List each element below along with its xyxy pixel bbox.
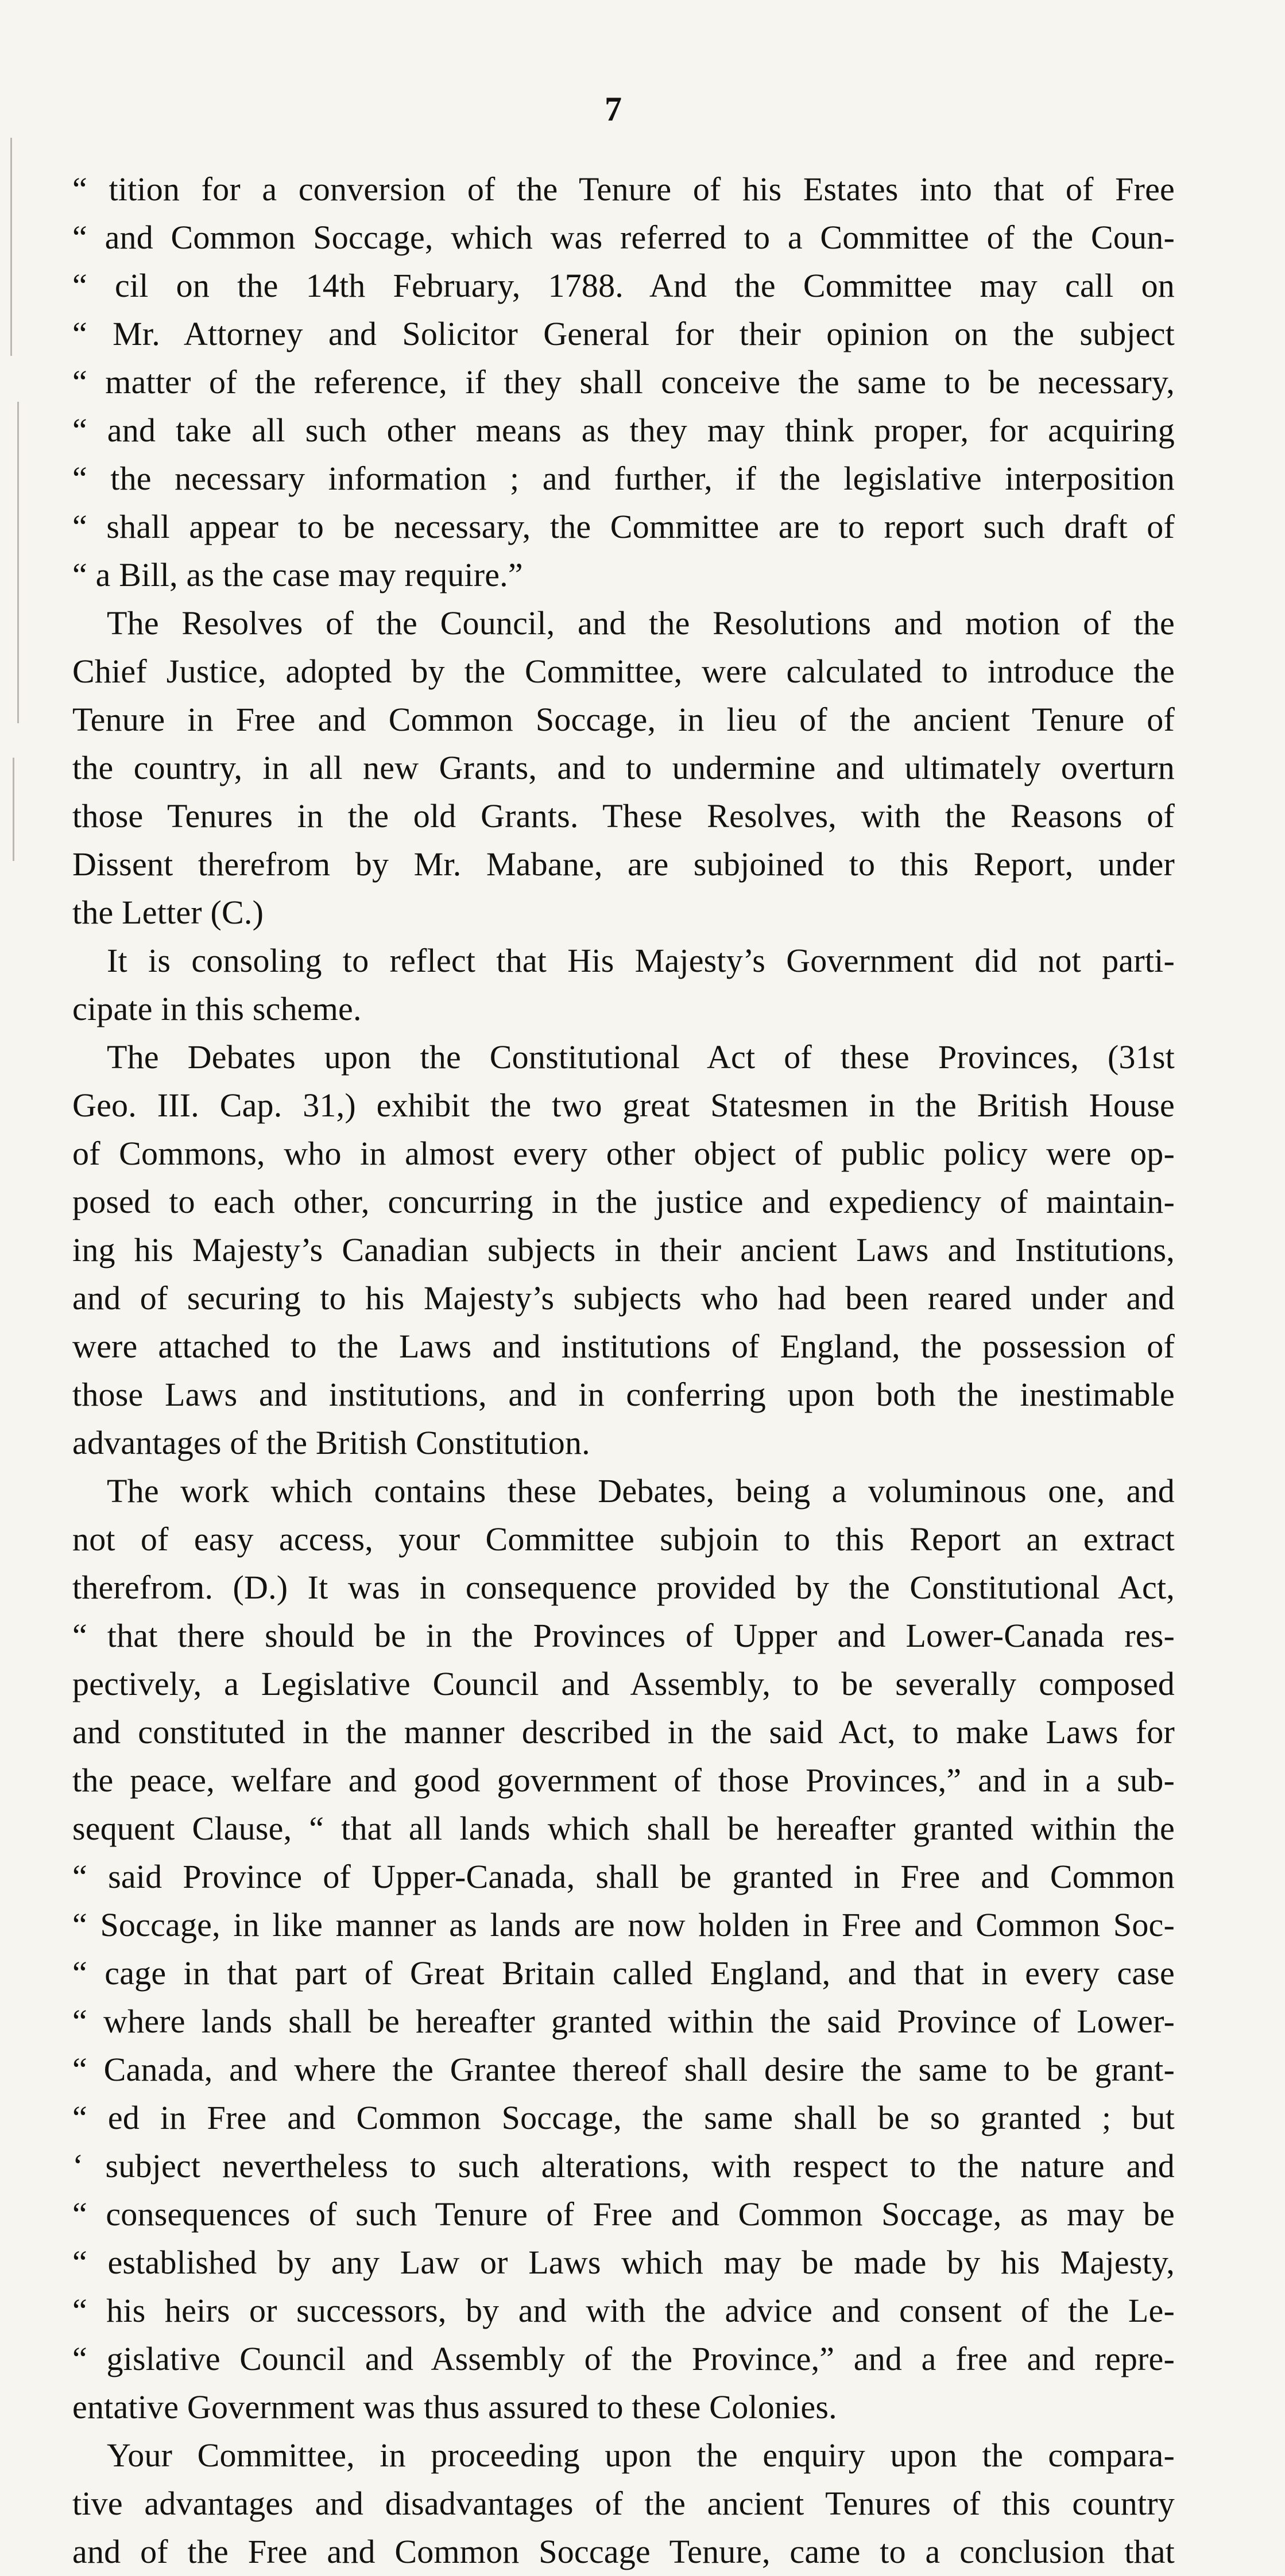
text-line: “ matter of the reference, if they shall conceive the same to be necessary, xyxy=(72,363,1175,401)
text-line: Dissent therefrom by Mr. Mabane, are subjoined to this Report, under xyxy=(72,845,1175,883)
text-line: “ a Bill, as the case may require.” xyxy=(72,556,523,593)
text-line: not of easy access, your Committee subjoin to this Report an extract xyxy=(72,1520,1175,1558)
text-line: sequent Clause, “ that all lands which shall be hereafter granted within the xyxy=(72,1810,1175,1847)
text-line: “ tition for a conversion of the Tenure of his Estates into that of Free xyxy=(72,170,1175,208)
text-line: those Tenures in the old Grants. These Resolves, with the Reasons of xyxy=(72,797,1175,835)
text-line: those Laws and institutions, and in conferring upon both the inestimable xyxy=(72,1376,1175,1413)
text-line: “ said Province of Upper-Canada, shall be granted in Free and Common xyxy=(72,1858,1175,1895)
text-line: “ shall appear to be necessary, the Committee are to report such draft of xyxy=(72,508,1175,545)
text-line: Chief Justice, adopted by the Committee, were calculated to introduce the xyxy=(72,653,1175,690)
text-line: the peace, welfare and good government of those Provinces,” and in a sub- xyxy=(72,1762,1175,1799)
margin-bleed-mark xyxy=(17,402,19,723)
text-line: “ where lands shall be hereafter granted within the said Province of Lower- xyxy=(72,2003,1175,2040)
text-line: ing his Majesty’s Canadian subjects in their ancient Laws and Institutions, xyxy=(72,1231,1175,1268)
text-line: therefrom. (D.) It was in consequence provided by the Constitutional Act, xyxy=(72,1569,1175,1606)
text-line: of Commons, who in almost every other object of public policy were op- xyxy=(72,1135,1175,1172)
text-line: “ consequences of such Tenure of Free and Common Soccage, as may be xyxy=(72,2195,1175,2233)
text-line: “ his heirs or successors, by and with the advice and consent of the Le- xyxy=(72,2292,1175,2329)
text-line: and of securing to his Majesty’s subjects who had been reared under and xyxy=(72,1279,1175,1317)
text-line: tive advantages and disadvantages of the ancient Tenures of this country xyxy=(72,2485,1175,2522)
text-line: “ that there should be in the Provinces of Upper and Lower-Canada res- xyxy=(72,1617,1175,1654)
text-line: “ gislative Council and Assembly of the Province,” and a free and repre- xyxy=(72,2340,1175,2377)
text-line: The Resolves of the Council, and the Resolutions and motion of the xyxy=(107,604,1175,642)
text-line: The Debates upon the Constitutional Act of these Provinces, (31st xyxy=(107,1038,1175,1076)
text-line: “ and take all such other means as they may think proper, for acquiring xyxy=(72,412,1175,449)
text-line: It is consoling to reflect that His Majesty’s Government did not parti- xyxy=(107,942,1175,979)
text-line: cipate in this scheme. xyxy=(72,990,362,1027)
text-line: entative Government was thus assured to these Colonies. xyxy=(72,2388,837,2426)
text-line: were attached to the Laws and institutions of England, the possession of xyxy=(72,1328,1175,1365)
text-line: pectively, a Legislative Council and Assembly, to be severally composed xyxy=(72,1665,1175,1702)
margin-bleed-mark xyxy=(10,138,12,356)
text-line: posed to each other, concurring in the justice and expediency of maintain- xyxy=(72,1183,1175,1220)
text-line: The work which contains these Debates, being a voluminous one, and xyxy=(107,1472,1175,1510)
text-line: “ Soccage, in like manner as lands are now holden in Free and Common Soc- xyxy=(72,1906,1175,1943)
text-line: the Letter (C.) xyxy=(72,894,264,931)
text-line: the country, in all new Grants, and to undermine and ultimately overturn xyxy=(72,749,1175,786)
text-line: Your Committee, in proceeding upon the enquiry upon the compara- xyxy=(107,2437,1175,2474)
text-line: ‘ subject nevertheless to such alterations, with respect to the nature and xyxy=(72,2147,1175,2185)
body-text xyxy=(72,165,1175,2576)
text-line: “ ed in Free and Common Soccage, the same shall be so granted ; but xyxy=(72,2099,1175,2136)
text-line: Tenure in Free and Common Soccage, in lieu of the ancient Tenure of xyxy=(72,701,1175,738)
margin-bleed-mark xyxy=(13,758,14,861)
text-line: “ the necessary information ; and further, if the legislative interposition xyxy=(72,460,1175,497)
text-line: “ established by any Law or Laws which may be made by his Majesty, xyxy=(72,2244,1175,2281)
text-line: “ cil on the 14th February, 1788. And the Committee may call on xyxy=(72,267,1175,304)
page-number: 7 xyxy=(605,90,622,128)
text-line: Geo. III. Cap. 31,) exhibit the two great Statesmen in the British House xyxy=(72,1087,1175,1124)
text-line: “ and Common Soccage, which was referred to a Committee of the Coun- xyxy=(72,219,1175,256)
text-line: “ Canada, and where the Grantee thereof shall desire the same to be grant- xyxy=(72,2051,1175,2088)
text-line: advantages of the British Constitution. xyxy=(72,1424,590,1461)
text-line: and constituted in the manner described in the said Act, to make Laws for xyxy=(72,1713,1175,1751)
text-line: “ Mr. Attorney and Solicitor General for their opinion on the subject xyxy=(72,315,1175,352)
text-line: “ cage in that part of Great Britain called England, and that in every case xyxy=(72,1954,1175,1992)
text-line: and of the Free and Common Soccage Tenure, came to a conclusion that xyxy=(72,2533,1175,2570)
